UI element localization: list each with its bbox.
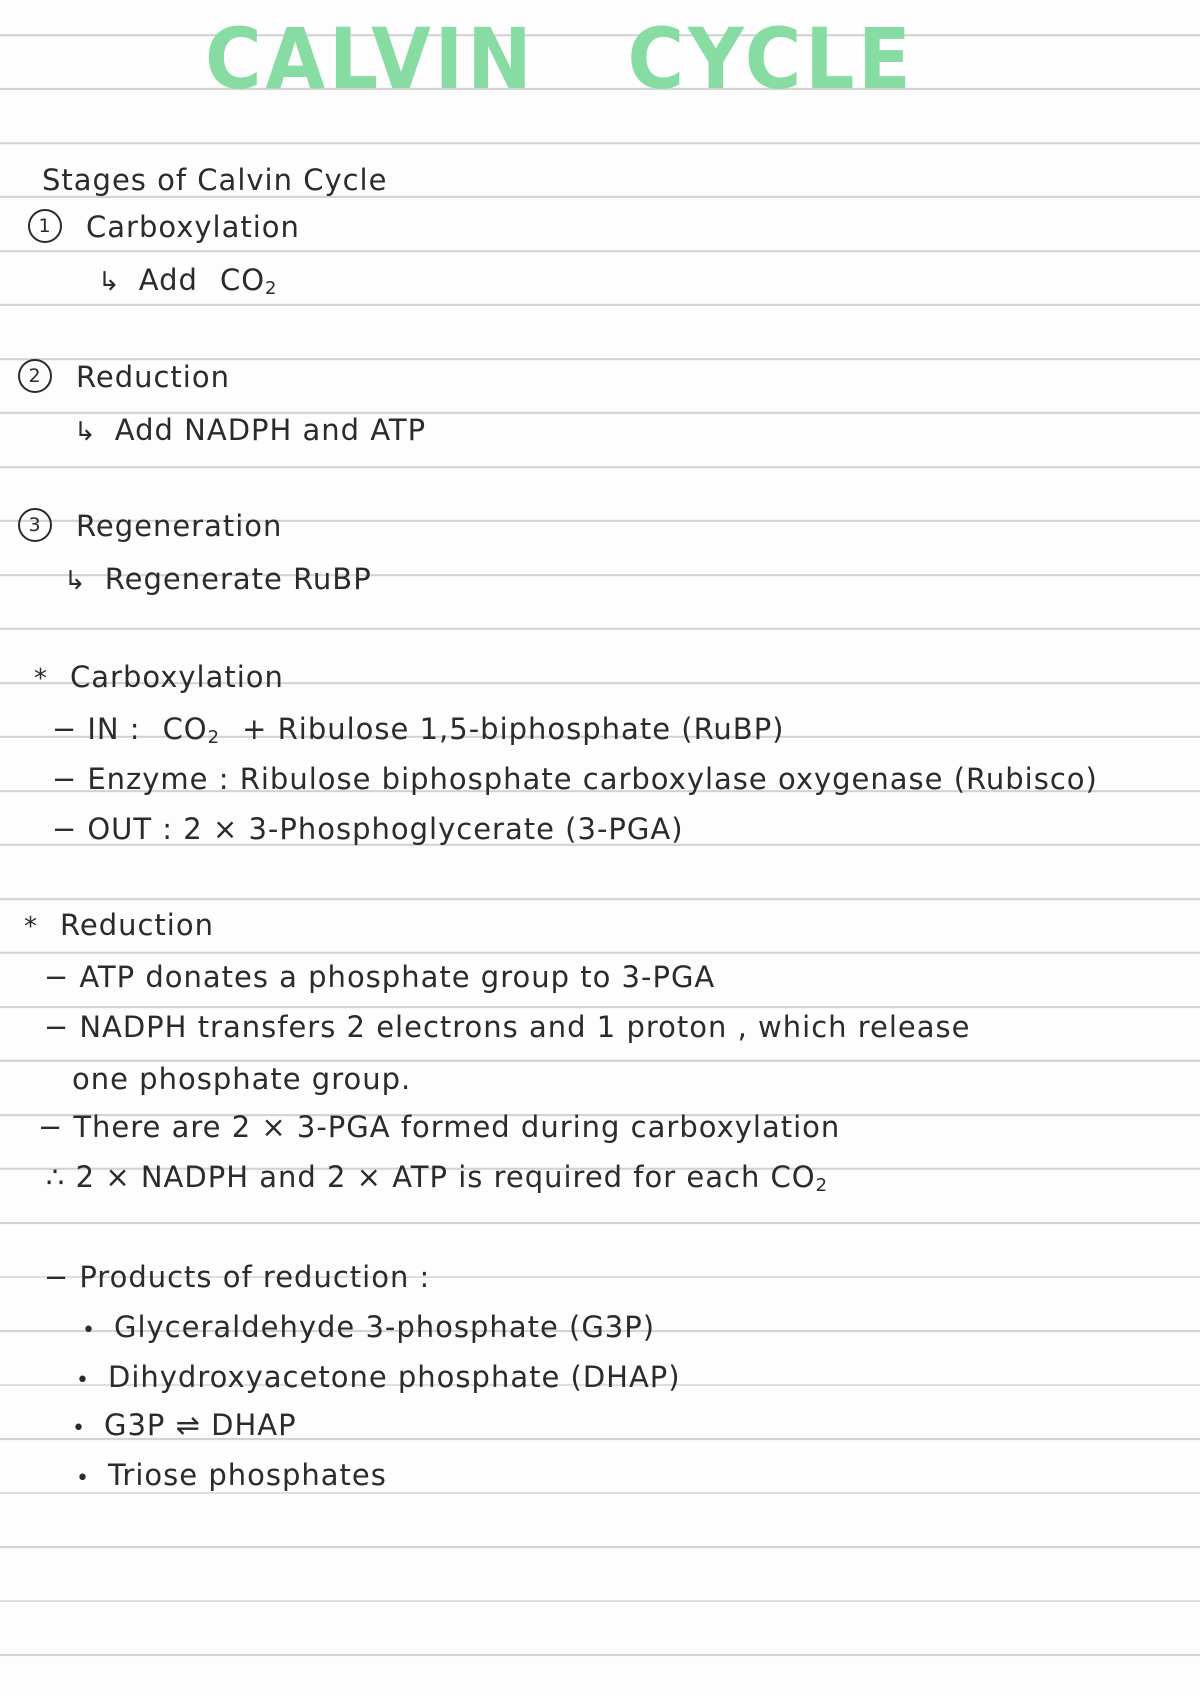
stages-heading: Stages of Calvin Cycle (42, 163, 388, 197)
carboxylation-heading-text: Carboxylation (70, 660, 284, 694)
reduction-line-1-text: ATP donates a phosphate group to 3-PGA (79, 960, 716, 994)
stage-2-name: Reduction (76, 360, 230, 394)
carboxylation-in (52, 712, 785, 748)
stage-2-detail (74, 413, 426, 447)
title-word-cycle: CYCLE (627, 10, 915, 108)
enzyme-text: Enzyme : Ribulose biphosphate carboxylase oxygenase (Rubisco) (87, 762, 1098, 796)
product-1-text: Glyceraldehyde 3-phosphate (G3P) (113, 1310, 656, 1344)
carboxylation-enzyme (52, 762, 1098, 796)
product-2-text: Dihydroxyacetone phosphate (DHAP) (107, 1360, 681, 1394)
stage-number-3: 3 (18, 508, 52, 542)
products-heading-text: Products of reduction : (79, 1260, 431, 1294)
product-4-text: Triose phosphates (107, 1458, 387, 1492)
stage-number-2: 2 (18, 359, 52, 393)
bullet-icon: • (72, 1416, 86, 1441)
co2-subscript: 2 (815, 1175, 829, 1196)
stage-3-name: Regeneration (76, 509, 283, 543)
carboxylation-heading (34, 660, 284, 694)
title-word-calvin: CALVIN (205, 10, 536, 108)
reduction-line-5 (46, 1160, 828, 1196)
dash-icon: − (38, 1110, 64, 1144)
dash-icon: − (44, 1260, 70, 1294)
asterisk-icon: * (24, 912, 38, 942)
carboxylation-out (52, 812, 684, 846)
out-text: OUT : 2 × 3-Phosphoglycerate (3-PGA) (87, 812, 684, 846)
product-item-1 (82, 1310, 655, 1344)
dash-icon: − (52, 712, 78, 746)
co2-subscript: 2 (265, 278, 278, 299)
stage-1-name: Carboxylation (86, 210, 300, 244)
bullet-icon: • (76, 1368, 90, 1393)
reduction-line-4-text: There are 2 × 3-PGA formed during carboxylation (73, 1110, 841, 1144)
in-rest: + Ribulose 1,5-biphosphate (RuBP) (242, 712, 785, 746)
stage-2-detail-text: Add NADPH and ATP (114, 413, 427, 447)
stage-3 (18, 509, 282, 545)
reduction-heading-text: Reduction (60, 908, 214, 942)
reduction-line-2 (44, 1010, 970, 1044)
products-heading (44, 1260, 430, 1294)
dash-icon: − (44, 1010, 70, 1044)
in-co2-subscript: 2 (207, 727, 221, 748)
stage-2 (18, 360, 230, 396)
product-item-3 (72, 1408, 297, 1442)
co2-text: CO (219, 263, 266, 297)
asterisk-icon: * (34, 664, 48, 694)
dash-icon: − (52, 762, 78, 796)
stage-1-detail (98, 263, 277, 299)
stage-3-detail-text: Regenerate RuBP (104, 562, 372, 596)
reduction-line-1 (44, 960, 715, 994)
bullet-icon: • (82, 1318, 96, 1343)
product-item-2 (76, 1360, 681, 1394)
reduction-line-5-text: ∴ 2 × NADPH and 2 × ATP is required for each CO (46, 1160, 816, 1194)
product-3-text: G3P ⇌ DHAP (103, 1408, 297, 1442)
page-title (205, 10, 915, 108)
reduction-heading (24, 908, 214, 942)
reduction-line-2-text: NADPH transfers 2 electrons and 1 proton , which release (79, 1010, 971, 1044)
stage-number-1: 1 (28, 209, 62, 243)
stage-1-detail-text: Add (138, 263, 198, 297)
dash-icon: − (52, 812, 78, 846)
arrow-icon: ↳ (64, 566, 87, 596)
reduction-line-3: one phosphate group. (72, 1062, 412, 1096)
arrow-icon: ↳ (98, 267, 121, 297)
bullet-icon: • (76, 1466, 90, 1491)
in-label: IN : (87, 712, 141, 746)
in-co2: CO (162, 712, 208, 746)
arrow-icon: ↳ (74, 417, 97, 447)
dash-icon: − (44, 960, 70, 994)
reduction-line-4 (38, 1110, 840, 1144)
stage-1 (28, 210, 300, 246)
stage-3-detail (64, 562, 372, 596)
product-item-4 (76, 1458, 387, 1492)
